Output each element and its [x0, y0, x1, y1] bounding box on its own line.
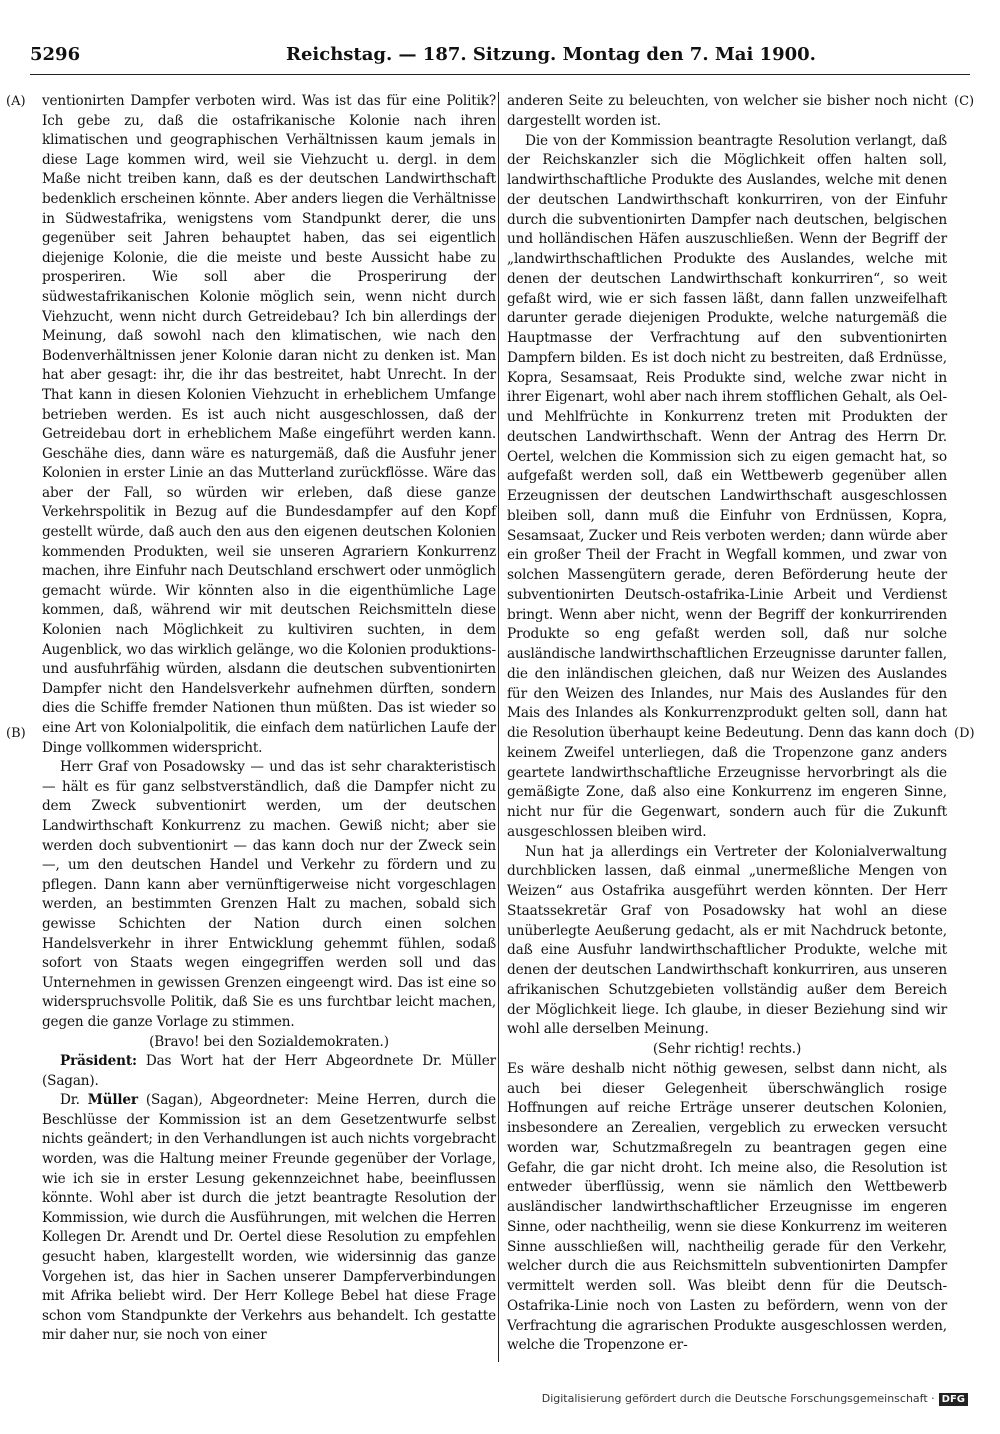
speaker-name: Müller [87, 1092, 138, 1109]
speaker-prefix: Dr. [60, 1092, 80, 1109]
paragraph: anderen Seite zu beleuchten, von welcher sie bisher noch nicht dargestellt worden ist. [507, 93, 947, 129]
funding-footer [542, 1392, 968, 1406]
applause-note: (Sehr richtig! rechts.) [652, 1041, 802, 1057]
paragraph: Die von der Kommission beantragte Resolution verlangt, daß der Reichskanzler sich die Möglichkeit offen halten soll, landwirthschaftliche Produkte des Auslandes, welche mit denen der deutschen Landwirthschaft konkurriren, von der Einfuhr durch die subventionirten Dampfer nach deutschen, belgischen und holländischen Häfen auszuschließen. Wenn der Begriff der „landwirthschaftlichen Produkte des Auslandes, welche mit denen der deutschen Landwirthschaft konkurriren“, so weit gefaßt wird, wie er sich fassen läßt, dann fallen unzweifelhaft darunter gerade diejenigen Produkte, welche naturgemäß die Hauptmasse der Verfrachtung auf den subventionirten Dampfern bilden. Es ist doch nicht zu bestreiten, daß Erdnüsse, Kopra, Sesamsaat, Reis Produkte sind, welche zwar nicht in ihrer Eigenart, wohl aber nach ihrem stofflichen Gehalt, als Oel- und Mehlfrüchte in Konkurrenz treten mit Produkten der deutschen Landwirthschaft. Wenn der Antrag des Herrn Dr. Oertel, welchen die Kommission sich zu eigen gemacht hat, so aufgefaßt werden soll, daß ein Wettbewerb gegenüber allen Erzeugnissen der deutschen Landwirthschaft ausgeschlossen bleiben soll, dann muß die Einfuhr von Erdnüssen, Kopra, Sesamsaat, Zucker und Reis verboten werden; dann würde aber ein großer Theil der Fracht in Wegfall kommen, und zwar von solchen Massengütern gerade, deren Beförderung heute der subventionirten Deutsch-ostafrika-Linie Arbeit und Verdienst bringt. Wenn aber nicht, wenn der Begriff der konkurrirenden Produkte so eng gefaßt werden soll, daß nur solche ausländische landwirthschaftlichen Erzeugnisse darunter fallen, die den inländischen gleichen, daß nur Weizen des Auslandes für den Weizen des Inlandes, nur Mais des Auslandes für den Mais des Inlandes als Konkurrenzprodukt gelten soll, dann hat die Resolution überhaupt keine Bedeutung. Denn das kann doch keinem Zweifel unterliegen, daß die Tropenzone ganz anders geartete landwirthschaftliche Erzeugnisse hervorbringt als die gemäßigte Zone, daß also eine Konkurrenz im engeren Sinne, nicht nur für die Gegenwart, sondern auch für die Zukunft ausgeschlossen bleiben wird. [507, 132, 947, 840]
president-paragraph [42, 1052, 496, 1091]
margin-marker-b: (B) [6, 726, 26, 741]
running-head: Reichstag. — 187. Sitzung. Montag den 7. Mai 1900. [286, 44, 816, 65]
applause-note: (Bravo! bei den Sozialdemokraten.) [149, 1033, 389, 1050]
president-label: Präsident: [60, 1053, 137, 1070]
margin-marker-d: (D) [954, 726, 975, 741]
right-column [507, 92, 947, 1356]
margin-marker-a: (A) [6, 94, 26, 109]
footer-text: Digitalisierung gefördert durch die Deutsche Forschungsgemeinschaft · [541, 1392, 935, 1405]
paragraph: Nun hat ja allerdings ein Vertreter der Kolonialverwaltung durchblicken lassen, daß einmal „unermeßliche Mengen von Weizen“ aus Ostafrika ausgeführt werden könnten. Der Herr Staatssekretär Graf von Posadowsky hat wohl an diese unüberlegte Aeußerung gedacht, als er mit Nachdruck betonte, daß eine Ausfuhr landwirthschaftlicher Produkte, welche mit denen der deutschen Landwirthschaft konkurriren, aus unseren afrikanischen Schutzgebieten vollständig außer dem Bereich der Möglichkeit liege. Ich glaube, in dieser Beziehung sind wir wohl alle derselben Meinung. [507, 843, 947, 1038]
page-number: 5296 [30, 44, 81, 65]
paragraph: ventionirten Dampfer verboten wird. Was ist das für eine Politik? Ich gebe zu, daß die ostafrikanische Kolonie nach ihren klimatischen und geographischen Verhältnissen kaum jemals in diese Lage kommen wird, weil sie Viehzucht u. dergl. in dem Maße nicht treiben kann, daß es der deutschen Landwirthschaft bedenklich erscheinen könnte. Aber anders liegen die Verhältnisse in Südwestafrika, wenigstens vom Standpunkt derer, die uns gegenüber seit Jahren behauptet haben, das sei eigentlich diejenige Kolonie, die die meiste und beste Aussicht habe zu prosperiren. Wie soll aber die Prosperirung der südwestafrikanischen Kolonie möglich sein, wenn nicht durch Viehzucht, wenn nicht durch Getreidebau? Ich bin allerdings der Meinung, daß sowohl nach den klimatischen, wie nach den Bodenverhältnissen jener Kolonie daran nicht zu denken ist. Man hat aber gesagt: ihr, die ihr das bestreitet, habt Unrecht. In der That kann in diesen Kolonien Viehzucht in erheblichem Umfange betrieben werden. Es ist auch nicht ausgeschlossen, daß der Getreidebau dort in erheblichem Maße eingeführt werden kann. Geschähe dies, dann wäre es naturgemäß, daß die Ausfuhr jener Kolonien in erster Linie an das Mutterland zurückflösse. Wäre das aber der Fall, so würden wir erleben, daß diese ganze Verkehrspolitik in Bezug auf die Bundesdampfer auf den Kopf gestellt würde, daß auch den aus den eigenen deutschen Kolonien kommenden Produkten, weil sie unseren Agrariern Konkurrenz machen, ihre Einfuhr nach Deutschland erschwert oder unmöglich gemacht würde. Wir könnten also in die eigenthümliche Lage kommen, daß, während wir mit deutschen Reichsmitteln diese Kolonien nach Möglichkeit zu kultiviren suchten, in dem Augenblick, wo das wirklich gelänge, wo die Kolonien produktions- und ausfuhrfähig würden, alsdann die deutschen subventionirten Dampfer nicht den Handelsverkehr aufnehmen dürften, sondern dies die Schiffe fremder Nationen thun müßten. Das ist wieder so eine Art von Kolonialpolitik, die einfach dem natürlichen Laufe der Dinge vollkommen widerspricht. [42, 93, 496, 756]
paragraph: Herr Graf von Posadowsky — und das ist sehr charakteristisch — hält es für ganz selbstverständlich, daß die Dampfer nicht zu dem Zweck subventionirt werden, um der deutschen Landwirthschaft Konkurrenz zu machen. Gewiß nicht; aber sie werden doch subventionirt — das kann doch nur der Zweck sein —, um den deutschen Handel und Verkehr zu fördern und zu pflegen. Dann kann aber vernünftigerweise nicht vorgeschlagen werden, an bestimmten Grenzen Halt zu machen, sobald sich gewisse Schichten der Nation durch einen solchen Handelsverkehr in ihrer Entwicklung gehemmt fühlen, sodaß sofort von Staats wegen eingegriffen werden soll und das Unternehmen in gewissen Grenzen eingeengt wird. Das ist eine so widerspruchsvolle Politik, daß Sie es uns furchtbar leicht machen, gegen die ganze Vorlage zu stimmen. [42, 759, 496, 1030]
left-column [42, 92, 496, 1346]
margin-marker-c: (C) [954, 94, 975, 109]
speaker-paragraph [42, 1091, 496, 1346]
page-header [30, 44, 970, 75]
dfg-logo-icon: DFG [939, 1393, 968, 1406]
column-divider [498, 92, 499, 1362]
speaker-text: (Sagan), Abgeordneter: Meine Herren, durch die Beschlüsse der Kommission ist an dem Gesetzentwurfe selbst nichts geändert; in den Verhandlungen ist auch nichts vorgebracht worden, was die Haltung meiner Freunde gegenüber der Vorlage, wie ich sie in erster Lesung gekennzeichnet habe, beeinflussen könnte. Wohl aber ist durch die jetzt beantragte Resolution der Kommission, wie durch die Ausführungen, mit welchen die Herren Kollegen Dr. Arendt und Dr. Oertel diese Resolution zu empfehlen gesucht haben, klargestellt worden, wie widersinnig das ganze Vorgehen ist, das hier in Sachen unserer Dampferverbindungen mit Afrika beliebt wird. Der Herr Kollege Bebel hat diese Frage schon vom Standpunkte der Verkehrs aus behandelt. Ich gestatte mir daher nur, sie noch von einer [42, 1092, 497, 1344]
president-text: Das Wort hat der Herr Abgeordnete Dr. Müller (Sagan). [42, 1053, 496, 1089]
paragraph: Es wäre deshalb nicht nöthig gewesen, selbst dann nicht, als auch bei dieser Gelegenheit überschwänglich rosige Hoffnungen auf reiche Erträge unserer deutschen Kolonien, insbesondere an Zerealien, vergeblich zu erwecken versucht worden war, Schutzmaßregeln zu beantragen gegen eine Gefahr, die gar nicht droht. Ich meine also, die Resolution ist entweder überflüssig, wenn sie nämlich den Wettbewerb ausländischer landwirthschaftlicher Erzeugnisse im engeren Sinne, oder nachtheilig, wenn sie diese Konkurrenz im weiteren Sinne ausschließen will, nachtheilig gerade für den Verkehr, welcher durch die aus Reichsmitteln subventionirten Dampfer vermittelt werden soll. Was bleibt denn für die Deutsch-Ostafrika-Linie noch von Lasten zu befördern, wenn von der Verfrachtung die agrarischen Produkte ausgeschlossen werden, welche die Tropenzone er- [507, 1060, 947, 1354]
